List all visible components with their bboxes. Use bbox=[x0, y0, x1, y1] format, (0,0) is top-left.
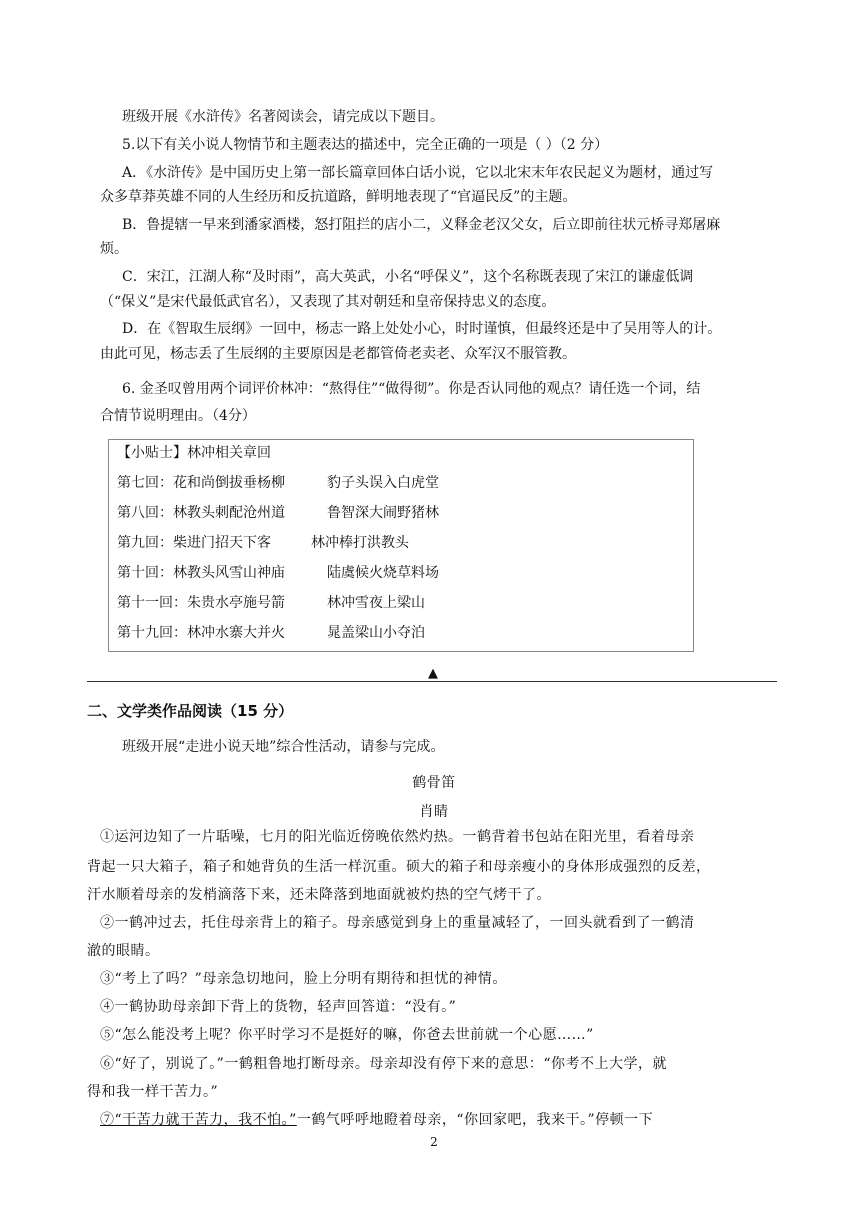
tips-title: 【小贴士】林冲相关章回 bbox=[117, 445, 271, 461]
story-paragraph-1-line1: ①运河边知了一片聒噪，七月的阳光临近傍晚依然灼热。一鹤背着书包站在阳光里，看着母亲 bbox=[100, 829, 695, 845]
story-paragraph-3: ③“考上了吗？”母亲急切地问，脸上分明有期待和担忧的神情。 bbox=[100, 971, 507, 987]
story-author: 肖睛 bbox=[419, 804, 449, 820]
option-d-line1: D．在《智取生辰纲》一回中，杨志一路上处处小心，时时谨慎，但最终还是中了吴用等人的计。 bbox=[122, 321, 722, 337]
section-2-intro: 班级开展“走进小说天地”综合性活动，请参与完成。 bbox=[122, 739, 445, 755]
tips-row-right: 鲁智深大闹野猪林 bbox=[327, 505, 439, 521]
option-d-line2: 由此可见，杨志丢了生辰纲的主要原因是老都管倚老卖老、众军汉不服管教。 bbox=[100, 346, 576, 362]
intro-text: 班级开展《水浒传》名著阅读会，请完成以下题目。 bbox=[122, 109, 444, 125]
story-paragraph-4: ④一鹤协助母亲卸下背上的货物，轻声回答道：“没有。” bbox=[100, 999, 457, 1015]
tips-row-left: 第九回：柴进门招天下客 bbox=[117, 535, 271, 551]
option-c-line2: （“保义”是宋代最低武官名），又表现了其对朝廷和皇帝保持忠义的态度。 bbox=[100, 294, 556, 310]
question-6-line2: 合情节说明理由。（4分） bbox=[100, 408, 256, 424]
tips-row-left: 第十九回：林冲水寨大并火 bbox=[117, 625, 285, 641]
story-paragraph-2-line2: 澈的眼睛。 bbox=[87, 943, 160, 959]
story-title: 鹤骨笛 bbox=[412, 775, 456, 791]
option-b-line2: 烦。 bbox=[100, 241, 128, 257]
tips-row-right: 豹子头误入白虎堂 bbox=[327, 475, 439, 491]
page-number: 2 bbox=[430, 1135, 438, 1149]
paragraph-7-number: ⑦ bbox=[100, 1112, 115, 1128]
story-paragraph-6-line1: ⑥“好了，别说了。”一鹤粗鲁地打断母亲。母亲却没有停下来的意思：“你考不上大学，就 bbox=[100, 1056, 667, 1072]
triangle-marker: ▲ bbox=[428, 666, 438, 681]
tips-row-left: 第十回：林教头风雪山神庙 bbox=[117, 565, 285, 581]
story-paragraph-7 bbox=[100, 1106, 653, 1134]
tips-row-left: 第八回：林教头刺配沧州道 bbox=[117, 505, 285, 521]
story-paragraph-1-line3: 汗水顺着母亲的发梢滴落下来，还未降落到地面就被灼热的空气烤干了。 bbox=[87, 887, 551, 903]
underlined-quote: “干苦力就干苦力，我不怕。” bbox=[114, 1112, 297, 1128]
tips-row-left: 第十一回：朱贵水亭施号箭 bbox=[117, 595, 285, 611]
story-paragraph-2-line1: ②一鹤冲过去，托住母亲背上的箱子。母亲感觉到身上的重量减轻了，一回头就看到了一鹤清 bbox=[100, 915, 695, 931]
option-a-line2: 众多草莽英雄不同的人生经历和反抗道路，鲜明地表现了“官逼民反”的主题。 bbox=[100, 189, 577, 205]
tips-box bbox=[108, 439, 694, 652]
tips-row-left: 第七回：花和尚倒拔垂杨柳 bbox=[117, 475, 285, 491]
section-2-heading: 二、文学类作品阅读（15 分） bbox=[87, 702, 294, 720]
story-paragraph-1-line2: 背起一只大箱子，箱子和她背负的生活一样沉重。硕大的箱子和母亲瘦小的身体形成强烈的反差， bbox=[87, 859, 711, 875]
tips-row-right: 林冲棒打洪教头 bbox=[311, 535, 409, 551]
option-a-line1: A．《水浒传》是中国历史上第一部长篇章回体白话小说，它以北宋末年农民起义为题材，通过写 bbox=[122, 165, 714, 181]
paragraph-7-rest: 一鹤气呼呼地瞪着母亲，“你回家吧，我来干。”停顿一下 bbox=[296, 1112, 654, 1128]
tips-row-right: 林冲雪夜上梁山 bbox=[327, 595, 425, 611]
question-6-line1: 6. 金圣叹曾用两个词评价林冲：“熬得住”“做得彻”。你是否认同他的观点？请任选一个词，结 bbox=[122, 381, 701, 397]
tips-row-right: 晁盖梁山小夺泊 bbox=[327, 625, 425, 641]
option-c-line1: C．宋江，江湖人称“及时雨”，高大英武，小名“呼保义”，这个名称既表现了宋江的谦虚低调 bbox=[122, 269, 694, 285]
option-b-line1: B．鲁提辖一早来到潘家酒楼，怒打阻拦的店小二，义释金老汉父女，后立即前往状元桥寻郑屠麻 bbox=[122, 217, 721, 233]
divider-line bbox=[87, 681, 777, 682]
story-paragraph-5: ⑤“怎么能没考上呢？你平时学习不是挺好的嘛，你爸去世前就一个心愿……” bbox=[100, 1027, 594, 1043]
story-paragraph-6-line2: 得和我一样干苦力。” bbox=[87, 1084, 219, 1100]
tips-row-right: 陆虞候火烧草料场 bbox=[327, 565, 439, 581]
question-5-stem: 5.以下有关小说人物情节和主题表达的描述中，完全正确的一项是（ ）（2 分） bbox=[122, 137, 609, 153]
